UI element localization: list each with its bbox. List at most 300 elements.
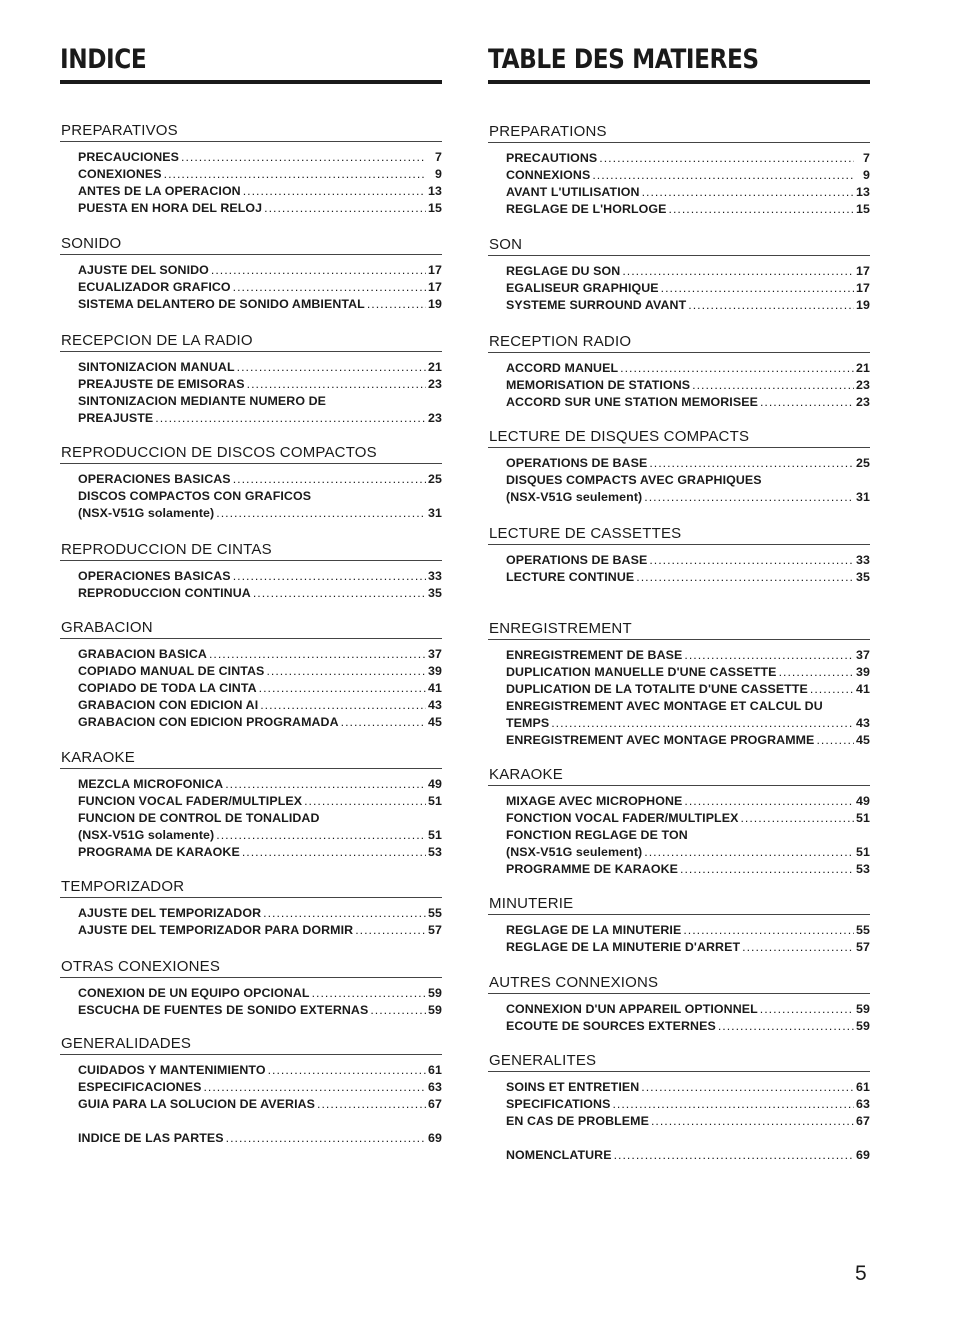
entry-page-number: 23 (856, 395, 870, 409)
entry-list (488, 793, 870, 878)
entry-label: CONNEXION D'UN APPAREIL OPTIONNEL (506, 1002, 758, 1016)
entry-page-number: 21 (856, 361, 870, 375)
dot-leader (304, 793, 426, 810)
dot-leader (683, 922, 854, 939)
dot-leader (740, 810, 854, 827)
entry-list (488, 150, 870, 218)
entry-list (60, 985, 442, 1019)
entry-list (60, 149, 442, 217)
dot-leader (684, 793, 854, 810)
dot-leader (243, 183, 426, 200)
toc-entry[interactable] (506, 201, 870, 218)
index-title: INDICE (60, 44, 147, 75)
dot-leader (264, 200, 426, 217)
toc-entry[interactable] (506, 394, 870, 411)
dot-leader (718, 1018, 854, 1035)
toc-entry[interactable] (78, 844, 442, 861)
toc-entry[interactable] (78, 376, 442, 393)
entry-label: (NSX-V51G seulement) (506, 490, 643, 504)
dot-leader (692, 377, 854, 394)
dot-leader (253, 585, 426, 602)
dot-leader (779, 664, 854, 681)
toc-entry[interactable] (78, 279, 442, 296)
dot-leader (211, 262, 426, 279)
toc-entry[interactable] (506, 664, 870, 681)
section-heading: RECEPCION DE LA RADIO (60, 331, 442, 352)
entry-label: REGLAGE DU SON (506, 264, 621, 278)
entry-list (60, 1062, 442, 1147)
entry-page-number: 31 (428, 506, 442, 520)
toc-entry[interactable] (506, 455, 870, 472)
toc-entry[interactable] (506, 150, 870, 167)
entry-page-number: 59 (856, 1002, 870, 1016)
entry-label: ESCUCHA DE FUENTES DE SONIDO EXTERNAS (78, 1003, 369, 1017)
dot-leader (760, 394, 854, 411)
dot-leader (641, 1079, 854, 1096)
dot-leader (367, 296, 426, 313)
entry-page-number: 55 (428, 906, 442, 920)
dot-leader (742, 939, 854, 956)
dot-leader (551, 715, 854, 732)
entry-label: FONCTION VOCAL FADER/MULTIPLEX (506, 811, 739, 825)
toc-entry[interactable] (506, 1113, 870, 1130)
title-rule (488, 80, 870, 84)
entry-label: SISTEMA DELANTERO DE SONIDO AMBIENTAL (78, 297, 365, 311)
entry-page-number: 19 (856, 298, 870, 312)
entry-page-number: 33 (428, 569, 442, 583)
toc-entry[interactable] (78, 262, 442, 279)
entry-page-number: 19 (428, 297, 442, 311)
toc-section (60, 443, 442, 522)
entry-page-number: 39 (428, 664, 442, 678)
entry-label: DISQUES COMPACTS AVEC GRAPHIQUES (506, 473, 762, 487)
section-heading: KARAOKE (60, 748, 442, 769)
toc-entry[interactable] (78, 1096, 442, 1113)
toc-entry[interactable] (506, 1001, 870, 1018)
dot-leader (599, 150, 854, 167)
entry-page-number: 53 (856, 862, 870, 876)
toc-section (488, 524, 870, 586)
entry-label: AJUSTE DEL TEMPORIZADOR (78, 906, 262, 920)
entry-list (60, 646, 442, 731)
toc-entry[interactable] (506, 552, 870, 569)
toc-entry[interactable] (78, 697, 442, 714)
entry-page-number: 43 (856, 716, 870, 730)
toc-entry[interactable] (506, 810, 870, 827)
dot-leader (233, 568, 426, 585)
entry-label: PUESTA EN HORA DEL RELOJ (78, 201, 263, 215)
toc-entry[interactable] (506, 360, 870, 377)
entry-label: CONNEXIONS (506, 168, 591, 182)
entry-label: ENREGISTREMENT AVEC MONTAGE ET CALCUL DU (506, 699, 823, 713)
entry-page-number: 49 (856, 794, 870, 808)
toc-section (60, 540, 442, 602)
entry-list (488, 922, 870, 956)
toc-entry[interactable] (506, 861, 870, 878)
page-number: 5 (855, 1262, 867, 1285)
toc-entry[interactable] (506, 681, 870, 698)
entry-label: (NSX-V51G solamente) (78, 828, 215, 842)
section-heading: SONIDO (60, 234, 442, 255)
toc-entry[interactable] (78, 663, 442, 680)
toc-section (488, 619, 870, 749)
toc-entry[interactable] (506, 1096, 870, 1113)
entry-page-number: 45 (428, 715, 442, 729)
entry-label: ANTES DE LA OPERACION (78, 184, 241, 198)
entry-list (488, 455, 870, 506)
toc-entry[interactable] (78, 680, 442, 697)
entry-label: FUNCION DE CONTROL DE TONALIDAD (78, 811, 320, 825)
entry-page-number: 25 (428, 472, 442, 486)
entry-label: NOMENCLATURE (506, 1148, 612, 1162)
toc-section (488, 122, 870, 218)
toc-entry[interactable] (78, 296, 442, 313)
entry-label: ECOUTE DE SOURCES EXTERNES (506, 1019, 716, 1033)
dot-leader (164, 166, 426, 183)
entry-label: OPERATIONS DE BASE (506, 553, 648, 567)
dot-leader (636, 569, 854, 586)
section-heading: RECEPTION RADIO (488, 332, 870, 353)
toc-entry[interactable] (78, 905, 442, 922)
entry-page-number: 23 (428, 411, 442, 425)
toc-entry[interactable] (78, 149, 442, 166)
toc-entry[interactable] (506, 1147, 870, 1164)
dot-leader (355, 922, 426, 939)
entry-label: MIXAGE AVEC MICROPHONE (506, 794, 683, 808)
dot-leader (268, 1062, 426, 1079)
toc-entry[interactable] (78, 166, 442, 183)
dot-leader (680, 861, 854, 878)
entry-page-number: 17 (428, 263, 442, 277)
entry-list (488, 552, 870, 586)
entry-page-number: 15 (428, 201, 442, 215)
entry-label: TEMPS (506, 716, 550, 730)
entry-label: OPERACIONES BASICAS (78, 472, 231, 486)
entry-list (60, 905, 442, 939)
toc-entry[interactable] (78, 1130, 442, 1147)
section-heading: LECTURE DE CASSETTES (488, 524, 870, 545)
entry-page-number: 59 (428, 986, 442, 1000)
toc-entry[interactable] (78, 776, 442, 793)
entry-label: REGLAGE DE LA MINUTERIE D'ARRET (506, 940, 741, 954)
entry-page-number: 17 (428, 280, 442, 294)
section-heading: GENERALIDADES (60, 1034, 442, 1055)
toc-entry[interactable] (78, 200, 442, 217)
entry-list (60, 262, 442, 313)
toc-entry[interactable] (506, 698, 870, 715)
entry-page-number: 13 (856, 185, 870, 199)
entry-page-number: 69 (428, 1131, 442, 1145)
dot-leader (612, 1096, 854, 1113)
entry-page-number: 23 (856, 378, 870, 392)
entry-label: MEMORISATION DE STATIONS (506, 378, 691, 392)
entry-label: GRABACION CON EDICION PROGRAMADA (78, 715, 339, 729)
entry-label: LECTURE CONTINUE (506, 570, 635, 584)
entry-label: EN CAS DE PROBLEME (506, 1114, 649, 1128)
toc-section (488, 427, 870, 506)
dot-leader (614, 1147, 854, 1164)
toc-entry[interactable] (506, 715, 870, 732)
entry-label: GRABACION BASICA (78, 647, 207, 661)
entry-page-number: 33 (856, 553, 870, 567)
dot-leader (622, 263, 854, 280)
entry-list (488, 360, 870, 411)
entry-label: DUPLICATION DE LA TOTALITE D'UNE CASSETTE (506, 682, 808, 696)
dot-leader (203, 1079, 426, 1096)
toc-entry[interactable] (78, 1062, 442, 1079)
dot-leader (810, 681, 854, 698)
toc-entry[interactable] (78, 488, 442, 505)
dot-leader (644, 844, 854, 861)
entry-label: GRABACION CON EDICION AI (78, 698, 259, 712)
dot-leader (370, 1002, 426, 1019)
entry-label: DISCOS COMPACTOS CON GRAFICOS (78, 489, 312, 503)
dot-leader (259, 680, 426, 697)
entry-page-number: 49 (428, 777, 442, 791)
toc-section (60, 1034, 442, 1147)
entry-page-number: 13 (428, 184, 442, 198)
dot-leader (760, 1001, 854, 1018)
entry-label: ENREGISTREMENT AVEC MONTAGE PROGRAMME (506, 733, 815, 747)
entry-label: ACCORD MANUEL (506, 361, 619, 375)
entry-label: INDICE DE LAS PARTES (78, 1131, 224, 1145)
toc-entry[interactable] (506, 922, 870, 939)
entry-label: AVANT L'UTILISATION (506, 185, 640, 199)
entry-label: PREAJUSTE DE EMISORAS (78, 377, 245, 391)
entry-label: PROGRAMME DE KARAOKE (506, 862, 679, 876)
entry-label: COPIADO MANUAL DE CINTAS (78, 664, 265, 678)
dot-leader (237, 359, 426, 376)
entry-label: FONCTION REGLAGE DE TON (506, 828, 688, 842)
toc-entry[interactable] (78, 359, 442, 376)
toc-entry[interactable] (78, 793, 442, 810)
entry-page-number: 51 (856, 811, 870, 825)
toc-entry[interactable] (506, 489, 870, 506)
entry-page-number: 67 (428, 1097, 442, 1111)
entry-list (488, 263, 870, 314)
toc-section (60, 121, 442, 217)
dot-leader (688, 297, 854, 314)
entry-page-number: 57 (428, 923, 442, 937)
entry-page-number: 55 (856, 923, 870, 937)
entry-page-number: 51 (428, 828, 442, 842)
entry-page-number: 37 (856, 648, 870, 662)
toc-section (60, 748, 442, 861)
toc-section (60, 234, 442, 313)
toc-entry[interactable] (78, 568, 442, 585)
entry-label: CONEXIONES (78, 167, 162, 181)
section-heading: REPRODUCCION DE DISCOS COMPACTOS (60, 443, 442, 464)
entry-page-number: 15 (856, 202, 870, 216)
toc-entry[interactable] (78, 827, 442, 844)
toc-section (488, 973, 870, 1035)
entry-page-number: 25 (856, 456, 870, 470)
toc-entry[interactable] (506, 1018, 870, 1035)
dot-leader (642, 184, 854, 201)
toc-entry[interactable] (78, 646, 442, 663)
toc-entry[interactable] (506, 184, 870, 201)
entry-page-number: 31 (856, 490, 870, 504)
toc-entry[interactable] (506, 263, 870, 280)
entry-list (488, 1001, 870, 1035)
toc-entry[interactable] (78, 471, 442, 488)
entry-label: SINTONIZACION MEDIANTE NUMERO DE (78, 394, 327, 408)
toc-entry[interactable] (506, 280, 870, 297)
section-heading: MINUTERIE (488, 894, 870, 915)
dot-leader (225, 776, 426, 793)
toc-entry[interactable] (506, 377, 870, 394)
title-rule (60, 80, 442, 84)
entry-list (60, 471, 442, 522)
dot-leader (661, 280, 854, 297)
section-heading: LECTURE DE DISQUES COMPACTS (488, 427, 870, 448)
entry-page-number: 17 (856, 281, 870, 295)
entry-label: FUNCION VOCAL FADER/MULTIPLEX (78, 794, 303, 808)
entry-page-number: 37 (428, 647, 442, 661)
entry-page-number: 59 (428, 1003, 442, 1017)
dot-leader (649, 455, 854, 472)
toc-section (488, 235, 870, 314)
toc-entry[interactable] (506, 297, 870, 314)
entry-page-number: 51 (428, 794, 442, 808)
toc-entry[interactable] (78, 505, 442, 522)
toc-section (488, 765, 870, 878)
entry-label: GUIA PARA LA SOLUCION DE AVERIAS (78, 1097, 316, 1111)
toc-entry[interactable] (78, 714, 442, 731)
dot-leader (312, 985, 426, 1002)
entry-page-number: 9 (435, 167, 442, 181)
toc-section (488, 332, 870, 411)
toc-entry[interactable] (78, 393, 442, 410)
dot-leader (226, 1130, 426, 1147)
toc-entry[interactable] (78, 1079, 442, 1096)
toc-entry[interactable] (506, 939, 870, 956)
entry-list (60, 568, 442, 602)
dot-leader (181, 149, 426, 166)
entry-page-number: 53 (428, 845, 442, 859)
toc-entry[interactable] (506, 1079, 870, 1096)
toc-entry[interactable] (78, 922, 442, 939)
entry-page-number: 7 (435, 150, 442, 164)
entry-page-number: 69 (856, 1148, 870, 1162)
entry-label: ECUALIZADOR GRAFICO (78, 280, 231, 294)
entry-page-number: 67 (856, 1114, 870, 1128)
section-heading: GENERALITES (488, 1051, 870, 1072)
dot-leader (816, 732, 854, 749)
toc-entry[interactable] (506, 647, 870, 664)
entry-page-number: 9 (863, 168, 870, 182)
entry-label: AJUSTE DEL TEMPORIZADOR PARA DORMIR (78, 923, 354, 937)
dot-leader (260, 697, 426, 714)
dot-leader (263, 905, 426, 922)
dot-leader (649, 552, 854, 569)
entry-page-number: 21 (428, 360, 442, 374)
dot-leader (317, 1096, 426, 1113)
entry-label: REGLAGE DE L'HORLOGE (506, 202, 667, 216)
entry-page-number: 63 (428, 1080, 442, 1094)
toc-entry[interactable] (506, 167, 870, 184)
entry-label: ESPECIFICACIONES (78, 1080, 202, 1094)
entry-label: MEZCLA MICROFONICA (78, 777, 224, 791)
entry-list (60, 359, 442, 427)
entry-label: ACCORD SUR UNE STATION MEMORISEE (506, 395, 758, 409)
entry-page-number: 61 (856, 1080, 870, 1094)
entry-label: REGLAGE DE LA MINUTERIE (506, 923, 682, 937)
dot-leader (651, 1113, 854, 1130)
toc-entry[interactable] (78, 985, 442, 1002)
entry-label: COPIADO DE TODA LA CINTA (78, 681, 257, 695)
section-heading: ENREGISTREMENT (488, 619, 870, 640)
dot-leader (233, 279, 426, 296)
toc-entry[interactable] (506, 844, 870, 861)
entry-label: SOINS ET ENTRETIEN (506, 1080, 640, 1094)
toc-entry[interactable] (506, 827, 870, 844)
entry-page-number: 41 (856, 682, 870, 696)
entry-label: SYSTEME SURROUND AVANT (506, 298, 687, 312)
toc-section (488, 894, 870, 956)
section-heading: REPRODUCCION DE CINTAS (60, 540, 442, 561)
entry-page-number: 51 (856, 845, 870, 859)
toc-entry[interactable] (506, 732, 870, 749)
toc-entry[interactable] (78, 585, 442, 602)
toc-entry[interactable] (506, 472, 870, 489)
toc-section (60, 331, 442, 427)
section-heading: PREPARATIONS (488, 122, 870, 143)
toc-entry[interactable] (506, 569, 870, 586)
entry-label: AJUSTE DEL SONIDO (78, 263, 209, 277)
toc-title: TABLE DES MATIERES (488, 44, 759, 75)
dot-leader (669, 201, 854, 218)
dot-leader (216, 827, 426, 844)
section-heading: TEMPORIZADOR (60, 877, 442, 898)
section-heading: OTRAS CONEXIONES (60, 957, 442, 978)
toc-entry[interactable] (78, 810, 442, 827)
dot-leader (242, 844, 426, 861)
section-heading: KARAOKE (488, 765, 870, 786)
entry-label: (NSX-V51G solamente) (78, 506, 215, 520)
dot-leader (155, 410, 426, 427)
toc-entry[interactable] (78, 1002, 442, 1019)
entry-page-number: 43 (428, 698, 442, 712)
entry-label: ENREGISTREMENT DE BASE (506, 648, 683, 662)
dot-leader (684, 647, 854, 664)
toc-section (60, 618, 442, 731)
entry-label: CONEXION DE UN EQUIPO OPCIONAL (78, 986, 310, 1000)
entry-label: REPRODUCCION CONTINUA (78, 586, 251, 600)
entry-label: CUIDADOS Y MANTENIMIENTO (78, 1063, 266, 1077)
entry-label: PREAJUSTE (78, 411, 154, 425)
toc-entry[interactable] (506, 793, 870, 810)
toc-entry[interactable] (78, 183, 442, 200)
toc-entry[interactable] (78, 410, 442, 427)
dot-leader (266, 663, 426, 680)
entry-page-number: 17 (856, 264, 870, 278)
entry-label: OPERACIONES BASICAS (78, 569, 231, 583)
entry-label: PRECAUCIONES (78, 150, 180, 164)
entry-label: PROGRAMA DE KARAOKE (78, 845, 240, 859)
entry-page-number: 39 (856, 665, 870, 679)
entry-label: SPECIFICATIONS (506, 1097, 611, 1111)
entry-page-number: 45 (856, 733, 870, 747)
dot-leader (209, 646, 426, 663)
section-heading: SON (488, 235, 870, 256)
dot-leader (644, 489, 854, 506)
entry-page-number: 59 (856, 1019, 870, 1033)
entry-page-number: 35 (428, 586, 442, 600)
entry-page-number: 63 (856, 1097, 870, 1111)
entry-label: OPERATIONS DE BASE (506, 456, 648, 470)
entry-page-number: 7 (863, 151, 870, 165)
